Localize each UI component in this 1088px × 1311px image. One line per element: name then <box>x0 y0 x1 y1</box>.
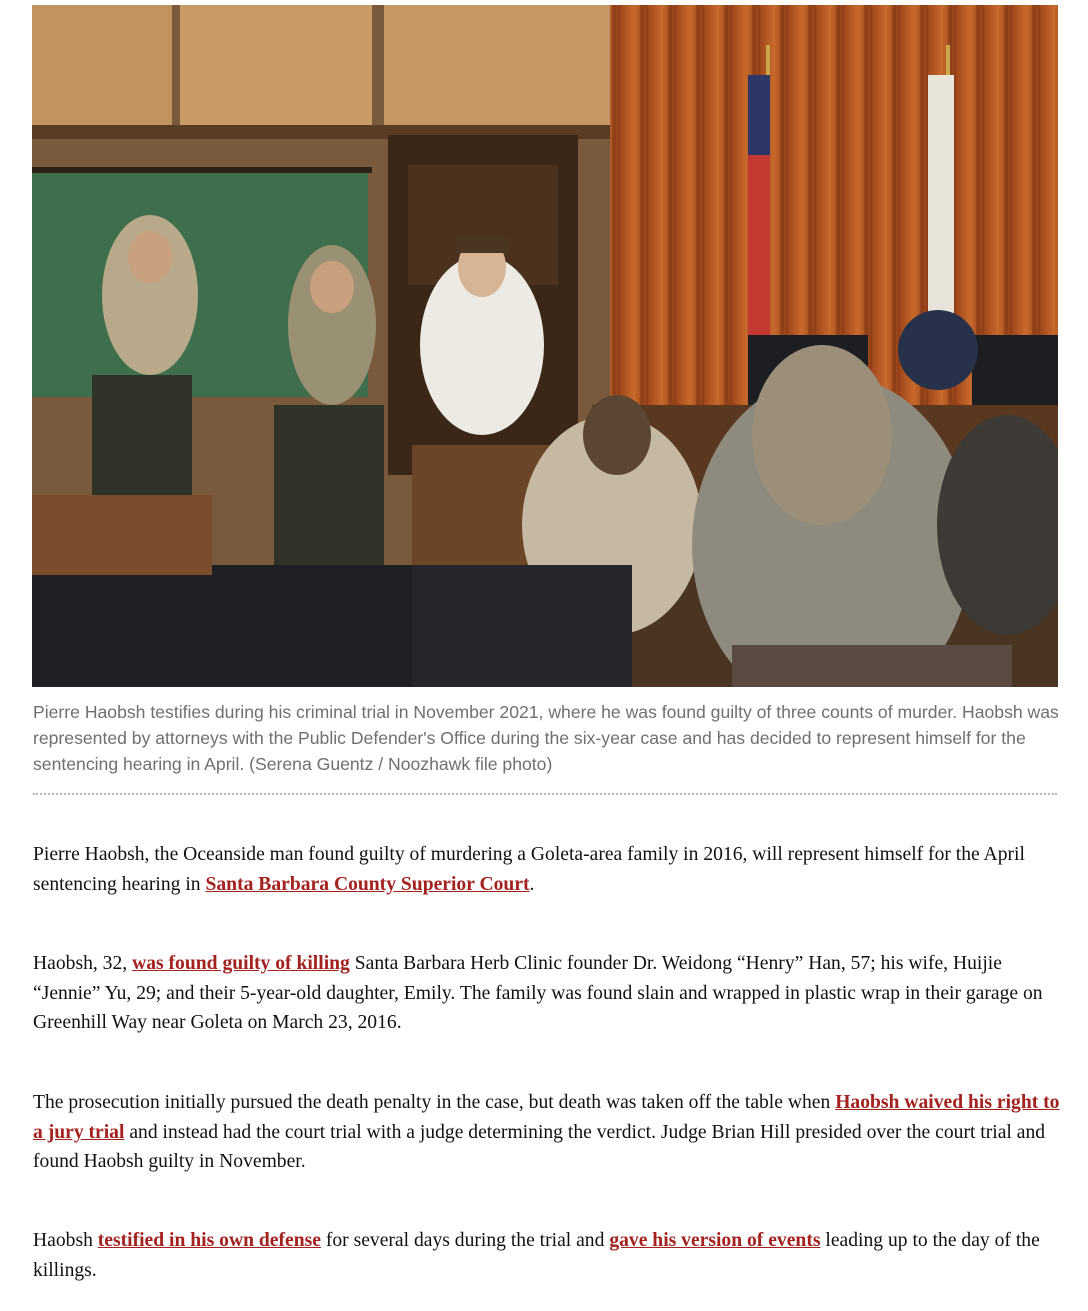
caption-text: Pierre Haobsh testifies during his criminal trial in November 2021, where he was found guilty of three counts of murder. Haobsh was represented by attorneys with the Public Defender's Office during the six-year case and has decided to represent himself for the sentencing hearing in April. <box>33 702 1059 774</box>
p1-text-2: . <box>529 873 535 895</box>
p2-text-1: Haobsh, 32, <box>33 953 133 974</box>
photo-credit: (Serena Guentz / Noozhawk file photo) <box>249 754 553 774</box>
p3-text-2: and instead had the court trial with a judge determining the verdict. Judge Brian Hill presided over the court trial and found Haobsh guilty in November. <box>33 1121 1046 1172</box>
courtroom-photo <box>32 5 1058 687</box>
p2-text-2: Santa Barbara Herb Clinic founder Dr. Weidong “Henry” Han, 57; his wife, Huijie “Jennie” Yu, 29; and their 5-year-old daughter, Emily. The family was found slain and wrapped in plastic wrap in their garage on Greenhill Way near Goleta on March 23, 2016. <box>33 953 1043 1033</box>
p1-text-1: Pierre Haobsh, the Oceanside man found guilty of murdering a Goleta-area family in 2016, will represent himself for the April sentencing hearing in <box>33 844 1025 895</box>
article-paragraph-4 <box>33 1226 1063 1285</box>
p4-text-3: leading up to the day of the killings. <box>33 1230 1040 1281</box>
article-paragraph-3 <box>33 1088 1063 1177</box>
superior-court-link[interactable]: Santa Barbara County Superior Court <box>205 873 530 895</box>
p3-text-1: The prosecution initially pursued the death penalty in the case, but death was taken off the table when <box>33 1092 836 1113</box>
p4-text-2: for several days during the trial and <box>320 1230 610 1251</box>
article-paragraph-1 <box>33 840 1063 899</box>
photo-caption <box>33 699 1063 777</box>
jury-trial-link[interactable]: Haobsh waived his right to a jury trial <box>33 1092 1060 1143</box>
version-of-events-link[interactable]: gave his version of events <box>609 1230 821 1251</box>
article-paragraph-2 <box>33 949 1063 1038</box>
p4-text-1: Haobsh <box>33 1230 98 1251</box>
found-guilty-link[interactable]: was found guilty of killing <box>132 953 350 974</box>
testified-defense-link[interactable]: testified in his own defense <box>97 1230 321 1251</box>
caption-divider <box>33 793 1057 795</box>
